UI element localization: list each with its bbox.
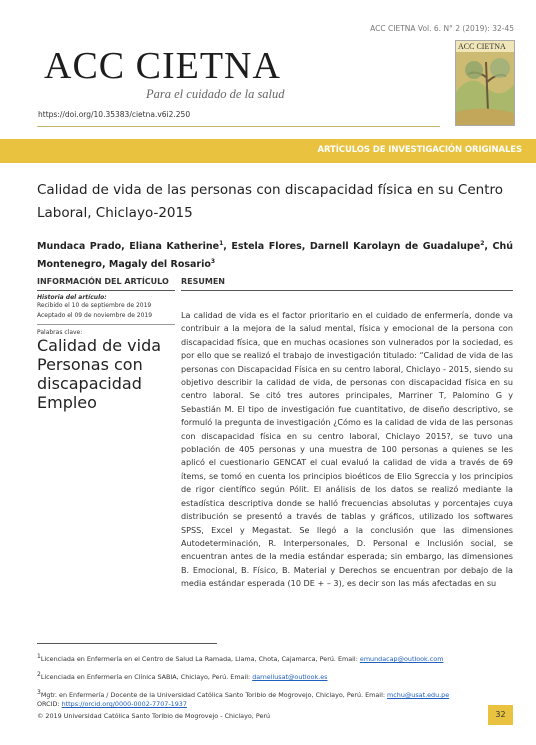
footnote-mark: 2: [37, 671, 41, 679]
article-info: [37, 277, 175, 412]
journal-logo: ACC CIETNA: [44, 45, 281, 87]
footnote-mark: 1: [37, 653, 41, 660]
author-name: Estela Flores, Darnell Karolayn de Guadalupe: [231, 241, 481, 253]
accepted-date: Aceptado el 09 de noviembre de 2019: [37, 312, 153, 319]
keyword-item: Calidad de vida: [37, 336, 162, 355]
cover-illustration: [456, 52, 515, 126]
section-label: ARTÍCULOS DE INVESTIGACIÓN ORIGINALES: [317, 145, 522, 155]
footnote: [37, 652, 517, 664]
footnote-divider: [37, 643, 217, 644]
journal-tagline: Para el cuidado de la salud: [146, 87, 285, 101]
page-number: 32: [488, 705, 513, 725]
footnote: [37, 670, 517, 682]
orcid-link[interactable]: https://orcid.org/0000-0002-7707-1937: [61, 700, 187, 709]
article-info-header: INFORMACIÓN DEL ARTÍCULO: [37, 277, 175, 291]
cover-title: ACC CIETNA: [456, 41, 514, 52]
article-title: Calidad de vida de las personas con discapacidad física en su Centro Laboral, Chiclayo-2015: [37, 182, 504, 221]
history-label: Historia del artículo:: [37, 294, 107, 301]
footnote: [37, 688, 517, 709]
footnote-text: Licenciada en Enfermería en Clínica SABIA, Chiclayo, Perú. Email:: [40, 673, 253, 682]
abstract-text: La calidad de vida es el factor prioritario en el cuidado de enfermería, donde va contribuir a la mejora de la salud mental, física y emocional de la persona con discapacidad física, que en muchas ocasiones son vulnerados por la sociedad, es por ello que se realizó el trabajo de investigación titulado: “Calidad de vida de las personas con Discapacidad Física en su centro laboral, Chiclayo - 2015, siendo su objetivo describir la calidad de vida, de personas con discapacidad física en su centro laboral. Se citó tres autores principales, Marriner T, Palomino G y Sebastián M. El tipo de investigación fue cuantitativo, de diseño descriptivo, se formuló la pregunta de investigación ¿Cómo es la calidad de vida de las personas con discapacidad física en su centro laboral, Chiclayo 2015?, se tuvo una población de 405 personas y una muestra de 100 personas a quienes se les aplicó el cuestionario GENCAT el cual evaluó la calidad de vida a través de 69 ítems, se tomó en cuenta los principios bioéticos de Elio Sgreccia y los principios de rigor científico según Pólit. El análisis de los datos se realizó mediante la estadística descriptiva donde se halló frecuencias absolutas y porcentajes cuya distribución se presentó a través de tablas y gráficos, utilizado los softwares SPSS, Excel y Megastat. Se llegó a la conclusión que las dimensiones Autodeterminación, R. Interpersonales, D. Personal e Inclusión social, se encuentran antes de la media estándar esperada; sin embargo, las dimensiones B. Emocional, B. Físico, B. Material y Derechos se encuentran por debajo de la media estándar esperada (10 DE + – 3), es decir son las más afectadas en su: [181, 310, 513, 589]
keywords: [37, 325, 175, 412]
author-separator: ,: [223, 241, 232, 253]
author-separator: ,: [484, 241, 493, 253]
author-name: Chú Montenegro, Magaly del Rosario: [37, 241, 514, 271]
footnote-text: Mgtr. en Enfermería / Docente de la Universidad Católica Santo Toribio de Mogrovejo, Chiclayo, Perú. Email:: [40, 691, 388, 700]
keywords-label: Palabras clave:: [37, 329, 83, 336]
abstract-header: RESUMEN: [181, 277, 513, 291]
header-divider: [37, 126, 440, 127]
journal-reference: ACC CIETNA Vol. 6. N° 2 (2019): 32-45: [370, 24, 514, 33]
email-link[interactable]: darnellusat@outlook.es: [252, 673, 328, 682]
email-link[interactable]: emundacap@outlook.com: [359, 655, 444, 664]
author-mark: 2: [480, 240, 485, 247]
author-list: [37, 236, 513, 272]
footnote-text: Licenciada en Enfermería en el Centro de Salud La Ramada, Llama, Chota, Cajamarca, Perú. Email:: [40, 655, 360, 664]
doi-link[interactable]: https://doi.org/10.35383/cietna.v6i2.250: [38, 110, 191, 119]
abstract-section: [181, 277, 513, 641]
received-date: Recibido el 10 de septiembre de 2019: [37, 302, 152, 309]
footnote-mark: 3: [37, 689, 41, 697]
author-name: Mundaca Prado, Eliana Katherine: [37, 241, 220, 253]
copyright: © 2019 Universidad Católica Santo Toribio de Mogrovejo - Chiclayo, Perú: [37, 712, 271, 720]
email-link[interactable]: mchu@usat.edu.pe: [387, 691, 450, 700]
keyword-item: Empleo: [37, 393, 97, 412]
author-mark: 3: [210, 258, 216, 266]
orcid-label: ORCID:: [37, 700, 62, 709]
section-banner: [0, 139, 536, 163]
article-history: [37, 291, 175, 325]
footnotes: [37, 652, 517, 709]
keyword-item: Personas con discapacidad: [37, 355, 143, 393]
journal-cover-image: [455, 40, 515, 126]
author-mark: 1: [219, 240, 224, 247]
